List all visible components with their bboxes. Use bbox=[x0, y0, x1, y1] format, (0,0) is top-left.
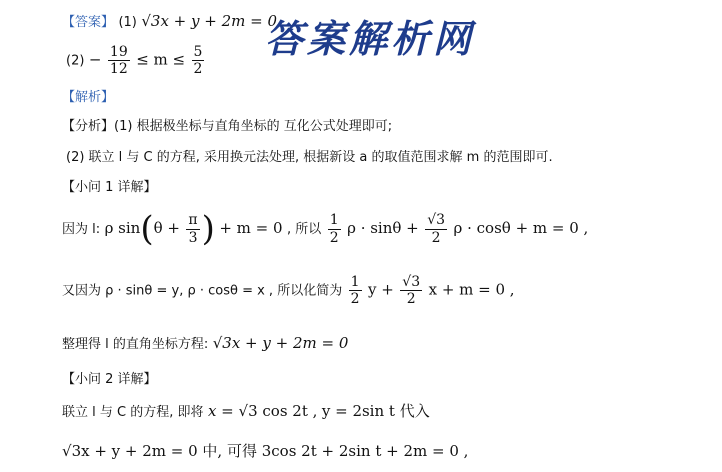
q2-tag: 【小问 2 详解】 bbox=[62, 372, 157, 387]
denominator: 2 bbox=[193, 61, 203, 78]
answer-line-1 bbox=[62, 14, 277, 29]
q2-l2-formula: √3x + y + 2m = 0 中, 可得 3cos 2t + 2sin t + 2m = 0 , bbox=[62, 442, 469, 460]
q1-l3-prefix: 整理得 l 的直角坐标方程: bbox=[62, 337, 209, 352]
analysis-tag: 【解析】 bbox=[62, 90, 115, 105]
denominator: 2 bbox=[425, 229, 447, 246]
q2-l1-x: x = √3 cos 2t , bbox=[207, 402, 318, 420]
numerator: 1 bbox=[329, 212, 339, 229]
q1-l2-tail: x + m = 0 , bbox=[428, 280, 515, 299]
fenxi-text-1: (1) 根据极坐标与直角坐标的 互化公式处理即可; bbox=[114, 119, 393, 134]
q1-line-2 bbox=[62, 274, 515, 307]
q1-l1-eq: + m = 0 bbox=[219, 219, 283, 237]
fraction-sqrt3-2 bbox=[425, 212, 447, 245]
denominator: 3 bbox=[186, 229, 199, 246]
q1-l2-y: y + bbox=[368, 280, 394, 299]
answer-part2-label: (2) bbox=[66, 53, 85, 69]
numerator: 5 bbox=[193, 44, 203, 60]
fenxi-tag: 【分析】 bbox=[62, 119, 115, 134]
answer-line-2 bbox=[66, 44, 206, 77]
q2-l1-prefix: 联立 l 与 C 的方程, 即将 bbox=[62, 405, 204, 420]
denominator: 2 bbox=[329, 229, 339, 246]
inequality: ≤ m ≤ bbox=[136, 50, 186, 69]
watermark-logo: 答案解析网 bbox=[265, 16, 476, 61]
q1-tag: 【小问 1 详解】 bbox=[62, 180, 157, 195]
q2-l1-y: y = 2sin t 代入 bbox=[321, 402, 430, 420]
q1-l1-prefix: 因为 l: bbox=[62, 222, 101, 237]
right-paren: ) bbox=[201, 209, 215, 249]
left-paren: ( bbox=[140, 209, 154, 249]
sqrt-symbol: √ bbox=[141, 12, 151, 30]
fenxi-line-2: (2) 联立 l 与 C 的方程, 采用换元法处理, 根据新设 a 的取值范围求解 m 的范围即可. bbox=[66, 150, 553, 165]
q1-line-1 bbox=[62, 209, 589, 249]
answer-tag: 【答案】 bbox=[62, 15, 115, 30]
q2-line-1 bbox=[62, 404, 430, 419]
fraction-sqrt3-2 bbox=[400, 274, 422, 307]
numerator: π bbox=[188, 212, 198, 229]
answer-part1-formula: √3x + y + 2m = 0 bbox=[141, 12, 278, 30]
minus-sign: − bbox=[88, 50, 102, 69]
fraction-pi-3 bbox=[186, 212, 199, 245]
numerator: 19 bbox=[109, 44, 128, 60]
denominator: 2 bbox=[400, 290, 422, 307]
answer-part1-label: (1) bbox=[118, 15, 137, 30]
numerator: 1 bbox=[350, 274, 360, 290]
q1-l1-theta: θ + bbox=[153, 219, 180, 237]
fraction-5-2 bbox=[192, 44, 205, 77]
q1-l2-prefix: 又因为 ρ · sinθ = y, ρ · cosθ = x , 所以化简为 bbox=[62, 283, 343, 299]
fraction-1-2 bbox=[328, 212, 341, 245]
numerator: √3 bbox=[427, 212, 446, 229]
fraction-1-2 bbox=[349, 274, 362, 307]
q1-l1-rho-sin: ρ sin bbox=[104, 219, 141, 237]
q1-l3-formula: √3x + y + 2m = 0 bbox=[212, 334, 349, 352]
q1-l1-rho-sin-theta: ρ · sinθ + bbox=[347, 219, 419, 237]
q2-line-2 bbox=[62, 444, 468, 459]
q1-line-3 bbox=[62, 336, 348, 351]
q1-l1-suoyi: , 所以 bbox=[287, 222, 322, 237]
numerator: √3 bbox=[402, 274, 421, 290]
fraction-19-12 bbox=[108, 44, 130, 77]
denominator: 12 bbox=[109, 61, 128, 78]
denominator: 2 bbox=[350, 291, 360, 308]
q1-l1-tail: ρ · cosθ + m = 0 , bbox=[453, 219, 589, 237]
fenxi-line-1 bbox=[62, 120, 392, 133]
